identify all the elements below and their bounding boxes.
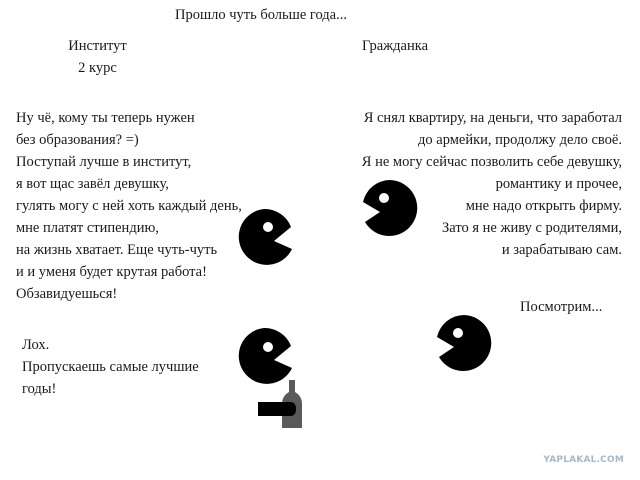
speech-line: Обзавидуешься!	[16, 286, 118, 302]
reply-line: Пропускаешь самые лучшие	[22, 359, 199, 375]
left-speech	[16, 107, 242, 305]
left-header-title: Институт	[68, 38, 127, 54]
speech-line: и зарабатываю сам.	[501, 242, 622, 258]
student-character-later-icon	[234, 326, 294, 386]
reply-line: годы!	[22, 381, 57, 397]
speech-line: Ну чё, кому ты теперь нужен	[16, 110, 195, 126]
comic-title: Прошло чуть больше года...	[175, 7, 347, 23]
speech-line: Зато я не живу с родителями,	[442, 220, 622, 236]
right-column-header: Гражданка	[362, 38, 429, 54]
speech-line: и и уменя будет крутая работа!	[16, 264, 207, 280]
watermark: YAPLAKAL.COM	[543, 455, 624, 465]
speech-line: гулять могу с ней хоть каждый день,	[16, 198, 242, 214]
bottle-in-hand-icon	[256, 378, 306, 430]
speech-line: до армейки, продолжу дело своё.	[418, 132, 622, 148]
speech-line: без образования? =)	[16, 132, 139, 148]
left-column-header	[40, 35, 155, 79]
worker-character-icon	[360, 178, 420, 238]
speech-line: романтику и прочее,	[495, 176, 622, 192]
speech-line: мне платят стипендию,	[16, 220, 159, 236]
speech-line: я вот щас завёл девушку,	[16, 176, 169, 192]
student-character-icon	[234, 207, 294, 267]
speech-line: Поступай лучше в институт,	[16, 154, 192, 170]
left-reply	[22, 334, 199, 400]
right-reply: Посмотрим...	[520, 299, 603, 315]
worker-character-later-icon	[434, 313, 494, 373]
speech-line: Я снял квартиру, на деньги, что заработал	[363, 110, 622, 126]
speech-line: мне надо открыть фирму.	[465, 198, 622, 214]
left-header-subtitle: 2 курс	[78, 60, 117, 76]
speech-line: Я не могу сейчас позволить себе девушку,	[361, 154, 622, 170]
reply-line: Лох.	[22, 337, 50, 353]
speech-line: на жизнь хватает. Еще чуть-чуть	[16, 242, 218, 258]
